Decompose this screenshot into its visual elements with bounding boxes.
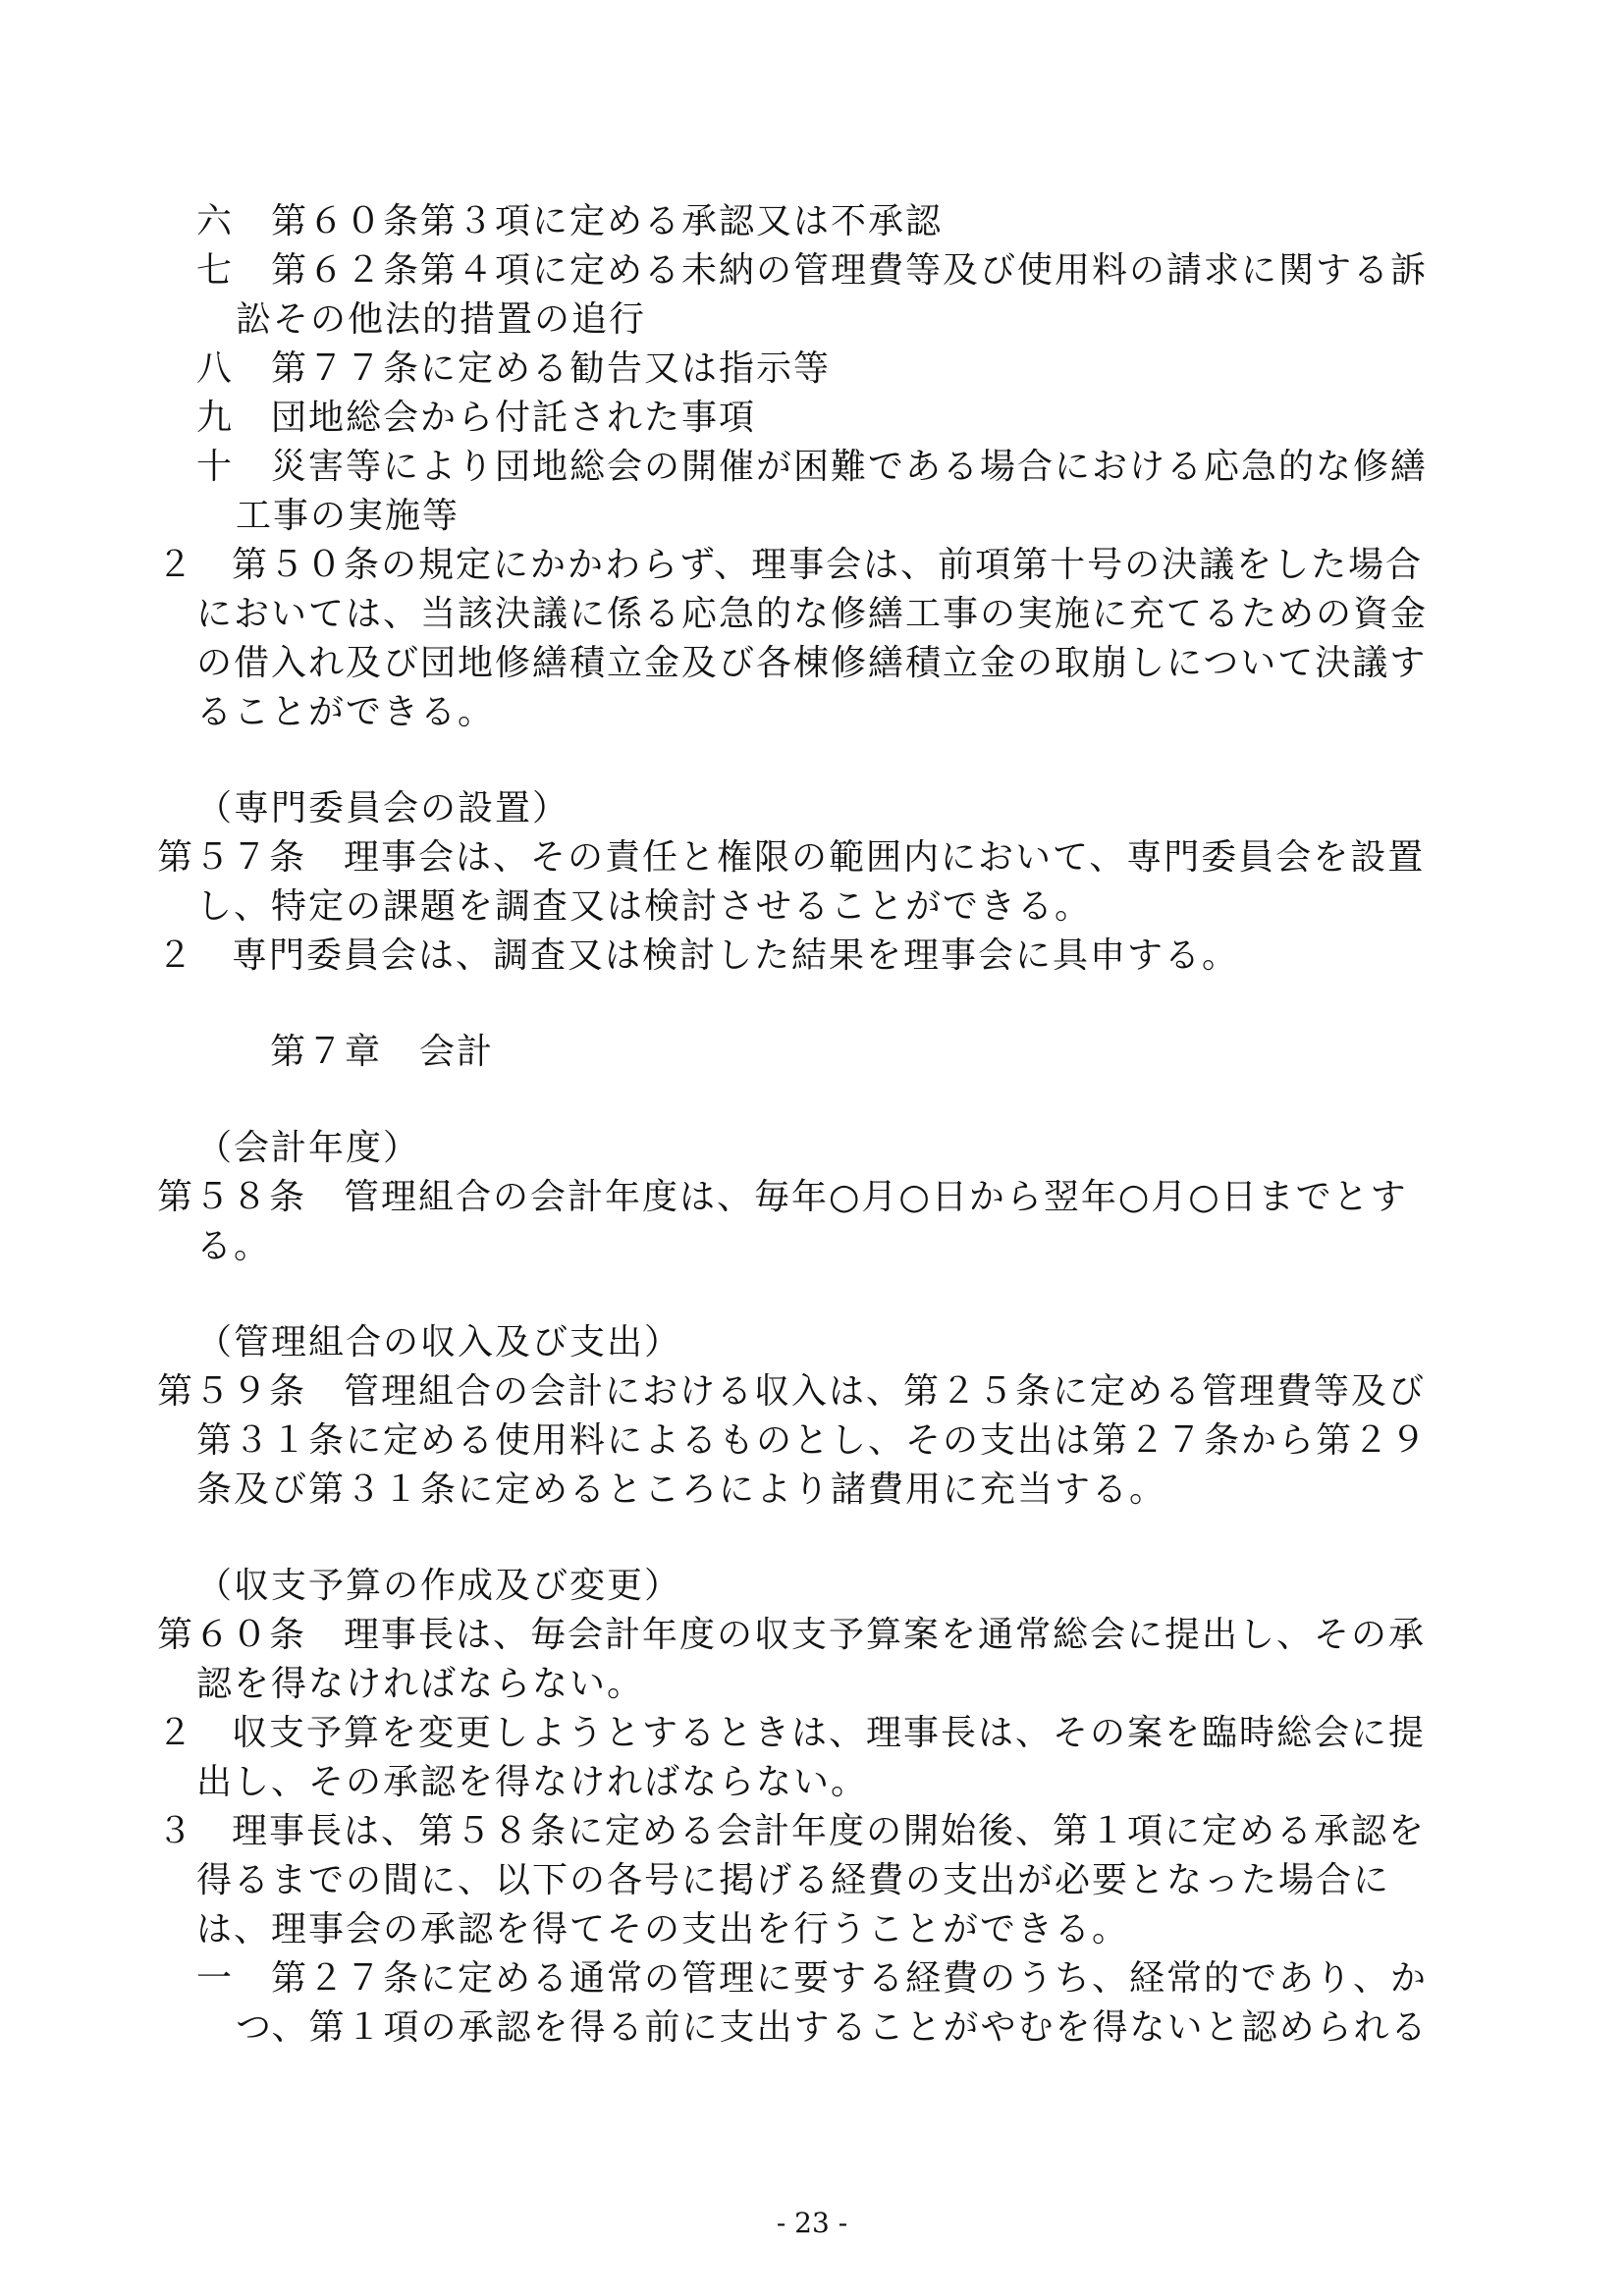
article-heading: （専門委員会の設置） [196, 788, 570, 828]
text-line: 第５７条 理事会は、その責任と権限の範囲内において、専門委員会を設置 [157, 837, 1426, 878]
text-line: 条及び第３１条に定めるところにより諸費用に充当する。 [196, 1469, 1167, 1510]
text-line: る。 [196, 1226, 272, 1266]
page-number: - 23 - [776, 2207, 848, 2239]
text-line: 認を得なければならない。 [196, 1664, 645, 1704]
text-line: においては、当該決議に係る応急的な修繕工事の実施に充てるための資金 [196, 594, 1429, 634]
text-line: 第３１条に定める使用料によるものとし、その支出は第２７条から第２９ [196, 1420, 1429, 1461]
text-line: 得るまでの間に、以下の各号に掲げる経費の支出が必要となった場合に [196, 1860, 1391, 1900]
article-heading: （管理組合の収入及び支出） [196, 1322, 682, 1362]
text-line: は、理事会の承認を得てその支出を行うことができる。 [196, 1909, 1130, 1949]
text-line: 八 第７７条に定める勧告又は指示等 [196, 348, 832, 389]
text-line: ２ 第５０条の規定にかかわらず、理事会は、前項第十号の決議をした場合 [157, 545, 1424, 585]
text-line: 工事の実施等 [236, 496, 460, 536]
text-line: 訟その他法的措置の追行 [236, 299, 647, 340]
text-line: ２ 収支予算を変更しようとするときは、理事長は、その案を臨時総会に提 [157, 1713, 1427, 1753]
text-line: 第６０条 理事長は、毎会計年度の収支予算案を通常総会に提出し、その承 [157, 1615, 1427, 1655]
article-heading: （会計年度） [196, 1128, 421, 1168]
text-line: 十 災害等により団地総会の開催が困難である場合における応急的な修繕 [196, 447, 1429, 487]
text-line: 七 第６２条第４項に定める未納の管理費等及び使用料の請求に関する訴 [196, 250, 1429, 291]
text-line: ３ 理事長は、第５８条に定める会計年度の開始後、第１項に定める承認を [157, 1811, 1427, 1851]
text-line: つ、第１項の承認を得る前に支出することがやむを得ないと認められる [236, 2007, 1429, 2048]
text-line: ２ 専門委員会は、調査又は検討した結果を理事会に具申する。 [157, 935, 1240, 976]
text-line: 六 第６０条第３項に定める承認又は不承認 [196, 201, 944, 241]
text-line: ることができる。 [196, 692, 496, 732]
text-line: の借入れ及び団地修繕積立金及び各棟修繕積立金の取崩しについて決議す [196, 643, 1428, 683]
text-line: 第５８条 管理組合の会計年度は、毎年○月○日から翌年○月○日までとす [157, 1177, 1408, 1217]
text-line: 出し、その承認を得なければならない。 [196, 1762, 869, 1802]
article-heading: （収支予算の作成及び変更） [196, 1566, 682, 1606]
text-line: 九 団地総会から付託された事項 [196, 398, 757, 438]
text-line: 一 第２７条に定める通常の管理に要する経費のうち、経常的であり、か [196, 1958, 1429, 1999]
text-line: し、特定の課題を調査又は検討させることができる。 [196, 886, 1093, 927]
text-line: 第５９条 管理組合の会計における収入は、第２５条に定める管理費等及び [157, 1371, 1427, 1412]
chapter-heading: 第７章 会計 [270, 1032, 495, 1072]
